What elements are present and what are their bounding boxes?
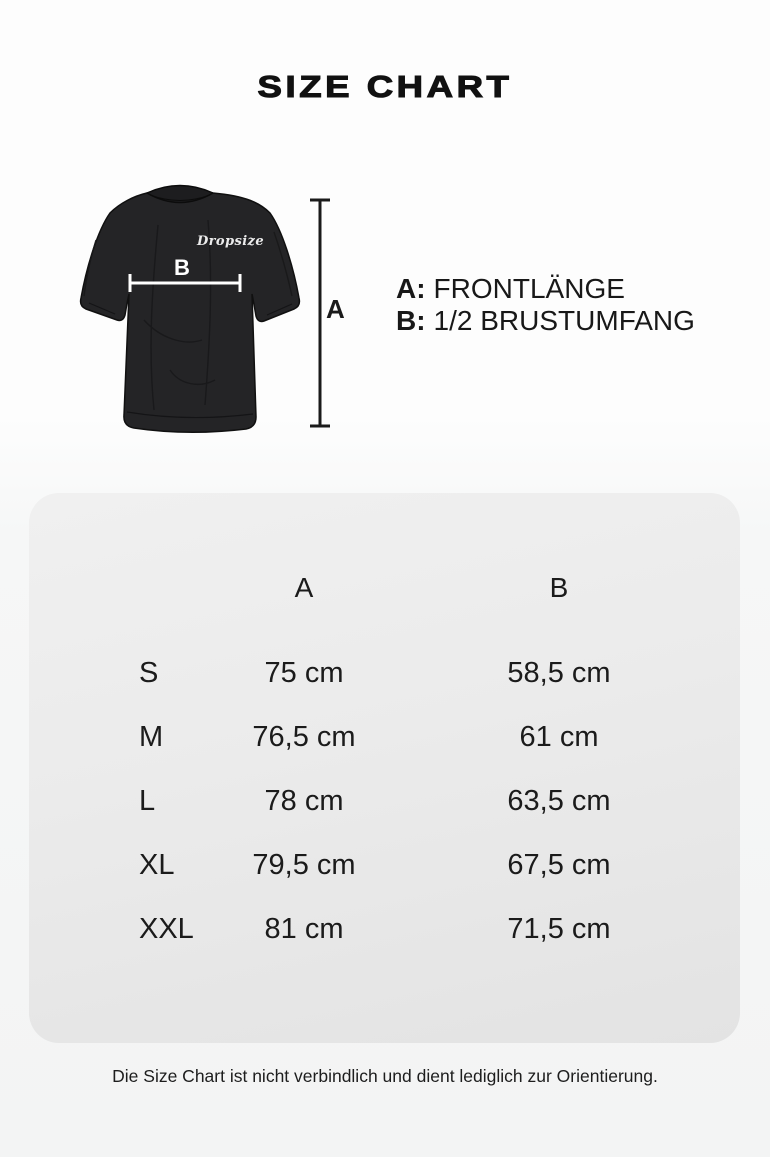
table-row	[29, 705, 740, 769]
measurement-legend	[396, 273, 695, 337]
legend-row-a	[396, 273, 695, 305]
row-value-a: 79,5 cm	[252, 848, 356, 881]
legend-key-b: B:	[396, 305, 426, 336]
shirt-brand-logo: Dropsize	[197, 234, 264, 249]
row-value-b: 71,5 cm	[507, 912, 611, 945]
legend-label-b: 1/2 BRUSTUMFANG	[433, 305, 695, 336]
row-value-b: 61 cm	[519, 720, 599, 753]
header-col-b: B	[549, 572, 569, 603]
legend-label-a: FRONTLÄNGE	[433, 273, 625, 304]
header-col-a: A	[294, 572, 314, 603]
table-row	[29, 769, 740, 833]
size-table-card	[29, 493, 740, 1043]
legend-row-b	[396, 305, 695, 337]
row-value-a: 75 cm	[264, 656, 344, 689]
row-size-label: L	[139, 784, 156, 817]
tshirt-body	[81, 190, 300, 433]
table-row	[29, 641, 740, 705]
measure-b-label: B	[174, 255, 190, 280]
disclaimer-text: Die Size Chart ist nicht verbindlich und dient lediglich zur Orientierung.	[112, 1066, 658, 1086]
row-size-label: XL	[139, 848, 175, 881]
row-value-b: 58,5 cm	[507, 656, 611, 689]
row-size-label: M	[139, 720, 164, 753]
row-value-a: 78 cm	[264, 784, 344, 817]
tshirt-measurement-diagram	[60, 170, 380, 460]
measure-a-label: A	[326, 294, 345, 324]
row-size-label: XXL	[139, 912, 194, 945]
row-size-label: S	[139, 656, 159, 689]
legend-key-a: A:	[396, 273, 426, 304]
row-value-b: 67,5 cm	[507, 848, 611, 881]
row-value-a: 81 cm	[264, 912, 344, 945]
size-table-header	[29, 555, 740, 621]
row-value-a: 76,5 cm	[252, 720, 356, 753]
row-value-b: 63,5 cm	[507, 784, 611, 817]
table-row	[29, 833, 740, 897]
table-row	[29, 897, 740, 961]
page-title: SIZE CHART	[257, 68, 513, 104]
